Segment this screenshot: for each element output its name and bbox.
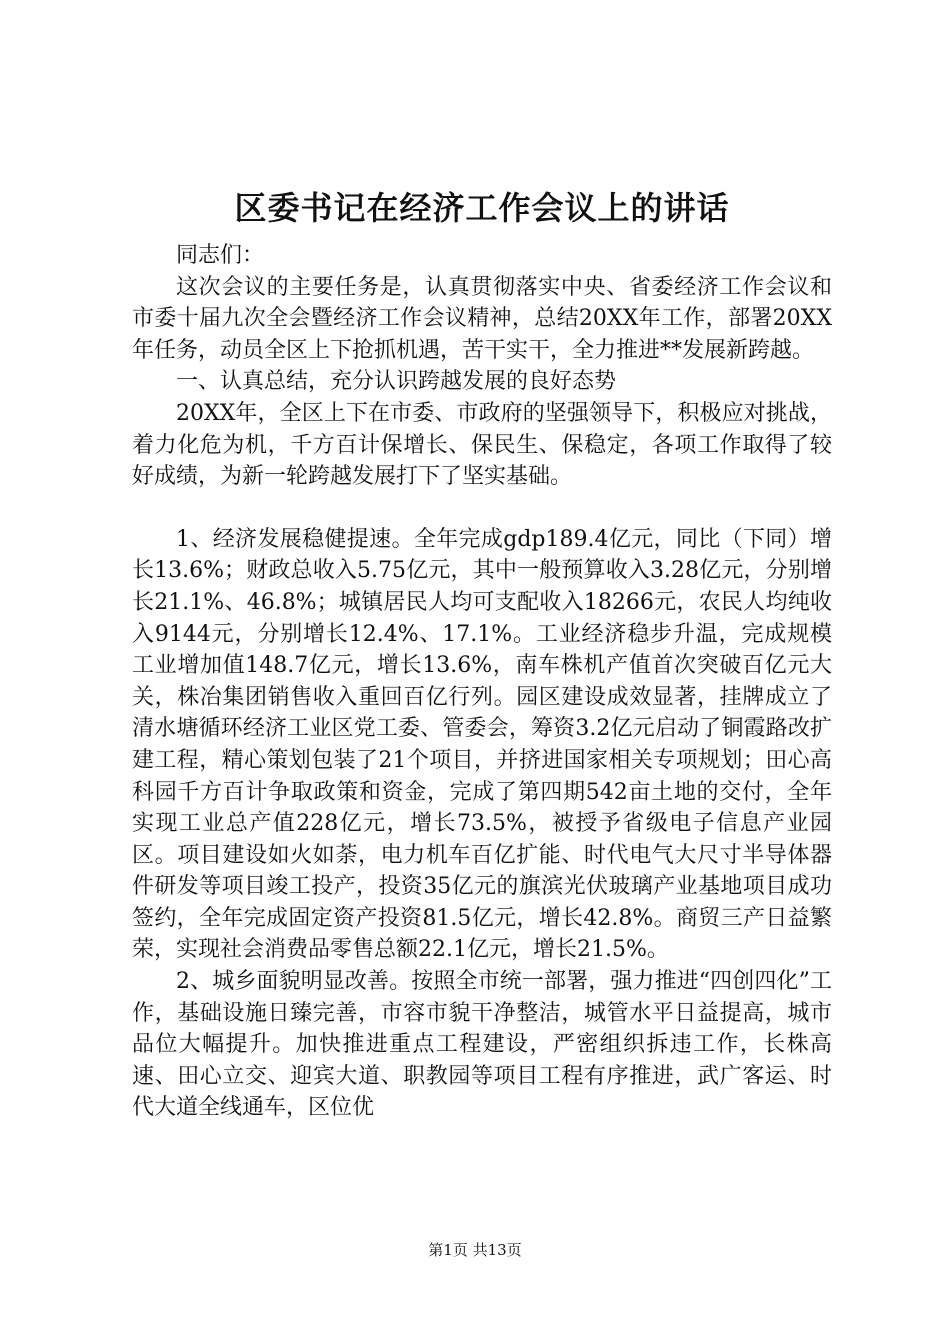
section-heading-1: 一、认真总结，充分认识跨越发展的良好态势 [176,369,617,395]
paragraph-intro: 这次会议的主要任务是，认真贯彻落实中央、省委经济工作会议和市委十届九次全会暨经济工作会议精神，总结20XX年工作，部署20XX年任务，动员全区上下抢抓机遇，苦干实干，全力推进**发展新跨越。 [132,274,832,363]
salutation: 同志们： [176,243,265,268]
document-body [132,180,832,1124]
paragraph-summary: 20XX年，全区上下在市委、市政府的坚强领导下，积极应对挑战，着力化危为机，千方百计保增长、保民生、保稳定，各项工作取得了较好成绩，为新一轮跨越发展打下了坚实基础。 [132,400,832,490]
page-number: 第1页 共13页 [428,1241,522,1259]
paragraph-urban: 2、城乡面貌明显改善。按照全市统一部署，强力推进“四创四化”工作，基础设施日臻完善，市容市貌干净整洁，城管水平日益提高，城市品位大幅提升。加快推进重点工程建设，严密组织拆违工作，长株高速、田心立交、迎宾大道、职教园等项目工程有序推进，武广客运、时代大道全线通车，区位优 [132,969,832,1121]
document-title: 区委书记在经济工作会议上的讲话 [234,189,730,227]
paragraph-economy: 1、经济发展稳健提速。全年完成gdp189.4亿元，同比（下同）增长13.6%；财政总收入5.75亿元，其中一般预算收入3.28亿元，分别增长21.1%、46.8%；城镇居民人均可支配收入18266元，农民人均纯收入9144元，分别增长12.4%、17.1%。工业经济稳步升温，完成规模工业增加值148.7亿元，增长13.6%，南车株机产值首次突破百亿元大关，株冶集团销售收入重回百亿行列。园区建设成效显著，挂牌成立了清水塘循环经济工业区党工委、管委会，筹资3.2亿元启动了铜霞路改扩建工程，精心策划包装了21个项目，并挤进国家相关专项规划；田心高科园千方百计争取政策和资金，完成了第四期542亩土地的交付，全年实现工业总产值228亿元，增长73.5%，被授予省级电子信息产业园区。项目建设如火如荼，电力机车百亿扩能、时代电气大尺寸半导体器件研发等项目竣工投产，投资35亿元的旗滨光伏玻璃产业基地项目成功签约，全年完成固定资产投资81.5亿元，增长42.8%。商贸三产日益繁荣，实现社会消费品零售总额22.1亿元，增长21.5%。 [132,526,832,963]
